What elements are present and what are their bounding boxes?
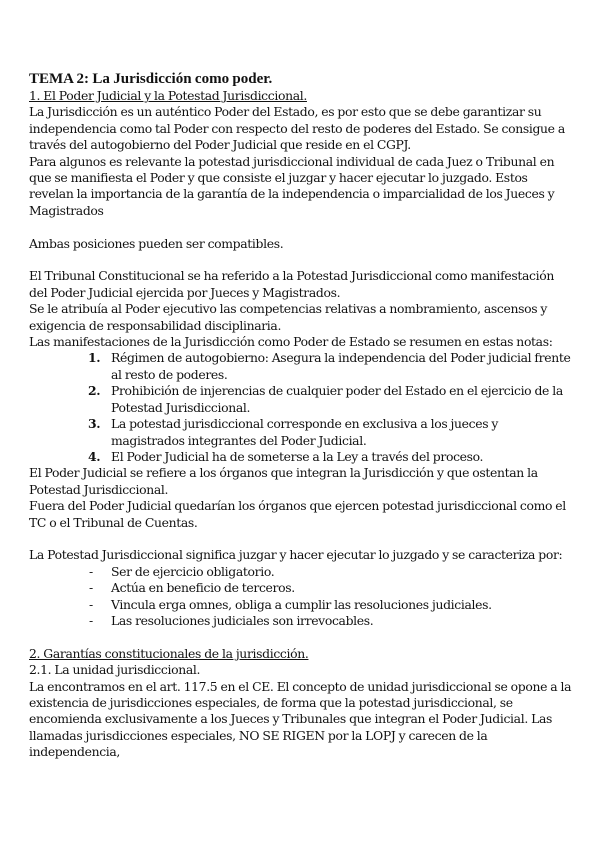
paragraph-tribunal-constitucional: El Tribunal Constitucional se ha referido a la Potestad Jurisdiccional como manifestación del Poder Judicial ejercida por Jueces y Magistrados. [29,268,554,300]
list-item-text: La potestad jurisdiccional corresponde en exclusiva a los jueces y magistrados integrantes del Poder Judicial. [111,416,499,448]
manifestaciones-list [29,350,574,465]
list-item [29,350,574,383]
blank-line [29,531,574,547]
section-1-heading: 1. El Poder Judicial y la Potestad Jurisdiccional. [29,88,307,103]
list-item [29,613,574,629]
section-2-heading: 2. Garantías constitucionales de la jurisdicción. [29,645,309,661]
paragraph-posiciones-compatibles: Ambas posiciones pueden ser compatibles. [29,235,284,251]
subsection-2-1-heading: 2.1. La unidad jurisdiccional. [29,662,201,678]
list-item [29,383,574,416]
paragraph-manifestaciones-intro: Las manifestaciones de la Jurisdicción como Poder de Estado se resumen en estas notas: [29,334,553,350]
list-number: 4. [88,448,101,464]
list-dash: - [89,580,93,596]
caracteristicas-list [29,564,574,630]
paragraph-potestad-caracteristicas: La Potestad Jurisdiccional significa juzgar y hacer ejecutar lo juzgado y se caracteriza por: [29,547,563,563]
blank-line [29,219,574,235]
paragraph-potestad-individual: Para algunos es relevante la potestad jurisdiccional individual de cada Juez o Tribunal en que se manifiesta el Poder y que consiste el juzgar y hacer ejecutar lo juzgado. Estos revelan la importancia de la garantía de la independencia o imparcialidad de los Jueces y Magistrados [29,153,555,218]
paragraph-jurisdiccion-poder: La Jurisdicción es un auténtico Poder del Estado, es por esto que se debe garantizar su independencia como tal Poder con respecto del resto de poderes del Estado. Se consigue a través del autogobierno del Poder Judicial que reside en el CGPJ. [29,104,565,153]
paragraph-poder-ejecutivo: Se le atribuía al Poder ejecutivo las competencias relativas a nombramiento, ascensos y exigencia de responsabilidad disciplinaria. [29,301,548,333]
blank-line [29,629,574,645]
list-item-text: Actúa en beneficio de terceros. [111,580,295,596]
blank-line [29,252,574,268]
list-item-text: El Poder Judicial ha de someterse a la Ley a través del proceso. [111,448,484,464]
list-item-text: Vincula erga omnes, obliga a cumplir las resoluciones judiciales. [111,596,492,612]
list-item [29,416,574,449]
list-item [29,580,574,596]
document-page [29,70,574,761]
list-number: 2. [88,383,101,399]
paragraph-unidad-jurisdiccional: La encontramos en el art. 117.5 en el CE. El concepto de unidad jurisdiccional se opone a la existencia de jurisdicciones especiales, de forma que la potestad jurisdiccional, se encomienda exclusivamente a los Jueces y Tribunales que integran el Poder Judicial. Las llamadas jurisdicciones especiales, NO SE RIGEN por la LOPJ y carecen de la independencia, [29,678,572,760]
list-item [29,564,574,580]
list-dash: - [89,612,93,628]
list-item-text: Las resoluciones judiciales son irrevocables. [111,612,374,628]
list-item [29,597,574,613]
list-dash: - [89,563,93,579]
list-item [29,449,574,465]
list-dash: - [89,596,93,612]
list-item-text: Ser de ejercicio obligatorio. [111,563,275,579]
paragraph-fuera-poder-judicial: Fuera del Poder Judicial quedarían los órganos que ejercen potestad jurisdiccional como el TC o el Tribunal de Cuentas. [29,498,566,530]
list-number: 1. [88,350,101,366]
list-number: 3. [88,416,101,432]
document-title: TEMA 2: La Jurisdicción como poder. [29,71,273,87]
list-item-text: Régimen de autogobierno: Asegura la independencia del Poder judicial frente al resto de poderes. [111,350,571,382]
paragraph-organos-jurisdiccion: El Poder Judicial se refiere a los órganos que integran la Jurisdicción y que ostentan la Potestad Jurisdiccional. [29,465,538,497]
list-item-text: Prohibición de injerencias de cualquier poder del Estado en el ejercicio de la Potestad Jurisdiccional. [111,383,563,415]
